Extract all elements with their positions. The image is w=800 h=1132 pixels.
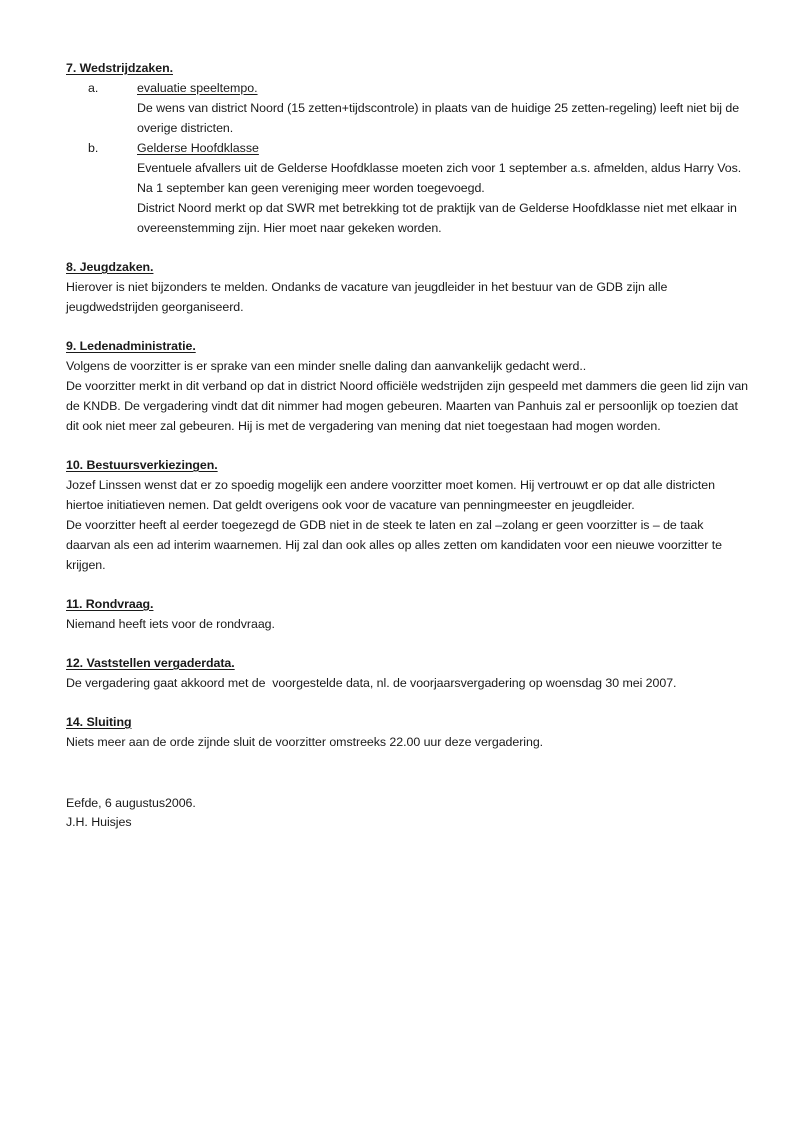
section-sluiting [66,712,750,752]
section-heading-row [66,594,750,614]
section-paragraph: De vergadering gaat akkoord met de voorgestelde data, nl. de voorjaarsvergadering op woensdag 30 mei 2007. [66,676,677,690]
sublist-item-paragraph: District Noord merkt op dat SWR met betrekking tot de praktijk van de Gelderse Hoofdklasse niet met elkaar in overeenstemming zijn. Hier moet naar gekeken worden. [137,201,741,235]
sublist-item-marker: a. [88,81,99,95]
section-heading-row [66,712,750,732]
signoff-author: J.H. Huisjes [66,815,132,829]
section-vaststellen-vergaderdata [66,653,750,693]
section-paragraph: De voorzitter merkt in dit verband op dat in district Noord officiële wedstrijden zijn gespeeld met dammers die geen lid zijn van de KNDB. De vergadering vindt dat dit nimmer had mogen gebeuren. Maarten van Panhuis zal er persoonlijk op toezien dat dit ook niet meer zal gebeuren. Hij is met de vergadering van mening dat niet toegestaan had mogen worden. [66,379,752,433]
section-heading-vaststellen-vergaderdata: 12. Vaststellen vergaderdata. [66,656,235,670]
sublist-item [88,138,750,238]
sublist-item-title: evaluatie speeltempo. [137,81,258,95]
section-paragraph: Jozef Linssen wenst dat er zo spoedig mogelijk een andere voorzitter moet komen. Hij vertrouwt er op dat alle districten hiertoe initiatieven nemen. Dat geldt overigens ook voor de vacature van penningmeester en jeugdleider. [66,478,719,512]
sublist-item-title: Gelderse Hoofdklasse [137,141,259,155]
section-paragraph: Hierover is niet bijzonders te melden. Ondanks de vacature van jeugdleider in het bestuur van de GDB zijn alle jeugdwedstrijden georganiseerd. [66,280,671,314]
section-heading-row [66,58,750,78]
section-heading-wedstrijdzaken: 7. Wedstrijdzaken. [66,61,173,75]
document-body [66,58,750,832]
section-heading-row [66,336,750,356]
signoff-block [66,794,750,832]
sublist-item-paragraph: De wens van district Noord (15 zetten+tijdscontrole) in plaats van de huidige 25 zetten-regeling) leeft niet bij de overige districten. [137,101,743,135]
sublist-item-paragraph: Eventuele afvallers uit de Gelderse Hoofdklasse moeten zich voor 1 september a.s. afmelden, aldus Harry Vos. Na 1 september kan geen vereniging meer worden toegevoegd. [137,161,745,195]
sublist-item-marker: b. [88,141,99,155]
section-heading-row [66,653,750,673]
section-paragraph: De voorzitter heeft al eerder toegezegd de GDB niet in de steek te laten en zal –zolang er geen voorzitter is – de taak daarvan als een ad interim waarnemen. Hij zal dan ook alles op alles zetten om kandidaten voor een nieuwe voorzitter te krijgen. [66,518,726,572]
section-heading-row [66,257,750,277]
section-paragraph: Niemand heeft iets voor de rondvraag. [66,617,275,631]
sublist-item [88,78,750,138]
section-paragraph: Volgens de voorzitter is er sprake van een minder snelle daling dan aanvankelijk gedacht werd.. [66,359,587,373]
section-heading-jeugdzaken: 8. Jeugdzaken. [66,260,154,274]
section-rondvraag [66,594,750,634]
section-wedstrijdzaken [66,58,750,238]
section-heading-bestuursverkiezingen: 10. Bestuursverkiezingen. [66,458,218,472]
signoff-place-and-date: Eefde, 6 augustus2006. [66,796,196,810]
section-ledenadministratie [66,336,750,436]
sublist-wedstrijdzaken [66,78,750,238]
section-heading-row [66,455,750,475]
section-heading-rondvraag: 11. Rondvraag. [66,597,154,611]
section-jeugdzaken [66,257,750,317]
section-heading-sluiting: 14. Sluiting [66,715,132,729]
section-bestuursverkiezingen [66,455,750,575]
section-heading-ledenadministratie: 9. Ledenadministratie. [66,339,196,353]
section-paragraph: Niets meer aan de orde zijnde sluit de voorzitter omstreeks 22.00 uur deze vergadering. [66,735,544,749]
